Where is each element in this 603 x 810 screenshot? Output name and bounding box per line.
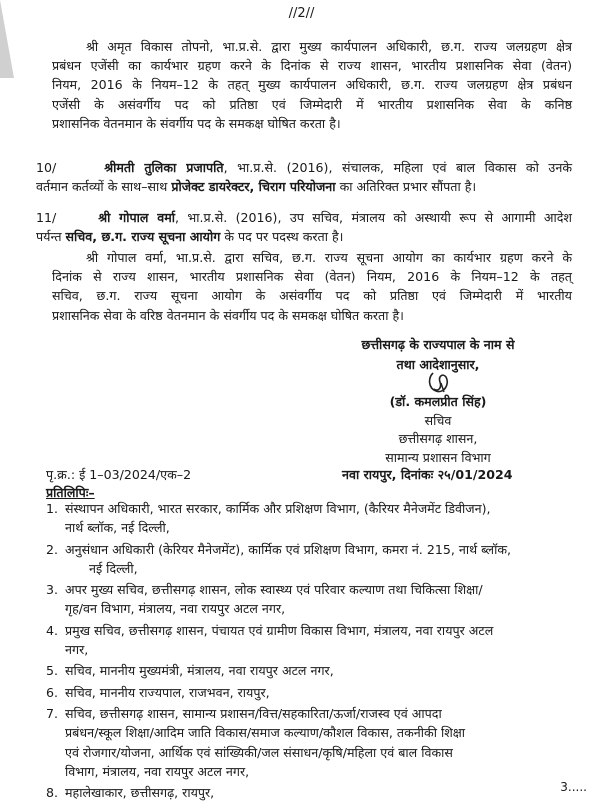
list-item-number: 2. bbox=[46, 541, 59, 557]
list-item bbox=[46, 621, 576, 660]
paragraph-line: प्रबंधन एजेंसी का कार्यभार ग्रहण करने के दिनांक से राज्य शासन, भारतीय प्रशासनिक सेवा (वेतन) bbox=[52, 58, 572, 74]
paragraph-line: श्री गोपाल वर्मा, भा.प्र.से. द्वारा सचिव, छ.ग. राज्य सूचना आयोग का कार्यभार ग्रहण करने के bbox=[86, 250, 572, 265]
list-item-line: गृह/वन विभाग, मंत्रालय, नवा रायपुर अटल नगर, bbox=[65, 601, 286, 617]
copy-list bbox=[46, 499, 576, 804]
assigned-post: सचिव, छ.ग. राज्य सूचना आयोग bbox=[65, 229, 221, 245]
list-item bbox=[46, 683, 576, 702]
order-by-block bbox=[318, 335, 558, 374]
signatory-designation: सचिव bbox=[424, 412, 452, 428]
paragraph-topno bbox=[52, 37, 572, 133]
list-item-line: संस्थापन अधिकारी, भारत सरकार, कार्मिक और प्रशिक्षण विभाग, (कैरियर मैनेजमेंट डिवीजन), bbox=[65, 501, 491, 516]
paragraph-text: पर्यन्त bbox=[36, 229, 66, 245]
signatory-block bbox=[318, 393, 558, 467]
list-item-line: सचिव, छत्तीसगढ़ शासन, सामान्य प्रशासन/वित्त/सहकारिता/ऊर्जा/राजस्व एवं आपदा bbox=[65, 705, 442, 721]
paragraph-line bbox=[36, 177, 572, 196]
list-item-number: 7. bbox=[46, 705, 59, 721]
paragraph-line bbox=[36, 158, 572, 177]
list-item-number: 3. bbox=[46, 582, 59, 598]
paragraph-text: का अतिरिक्त प्रभार सौंपता है। bbox=[335, 179, 477, 195]
paragraph-line bbox=[36, 227, 572, 246]
list-item bbox=[46, 704, 576, 781]
order-by-line: तथा आदेशानुसार, bbox=[396, 356, 480, 372]
continued-marker: 3..... bbox=[560, 780, 587, 794]
list-item-line: नई दिल्ली, bbox=[89, 560, 138, 576]
paragraph-text: वर्तमान कर्तव्यों के साथ–साथ bbox=[36, 179, 172, 195]
list-item bbox=[46, 499, 576, 538]
list-item bbox=[46, 540, 576, 579]
list-item-line: नगर, bbox=[65, 642, 89, 658]
list-item-line: नार्थ ब्लॉक, नई दिल्ली, bbox=[65, 520, 170, 536]
list-item-number: 6. bbox=[46, 684, 59, 700]
list-item-line: महालेखाकार, छत्तीसगढ़, रायपुर, bbox=[65, 785, 215, 801]
paragraph-line: नियम, 2016 के नियम–12 के तहत् मुख्य कार्यपालन अधिकारी, छ.ग. राज्य जलग्रहण क्षेत्र प्रबंधन bbox=[52, 77, 572, 93]
officer-name: श्री गोपाल वर्मा bbox=[98, 210, 176, 225]
page-number: //2// bbox=[288, 6, 315, 21]
list-item-number: 4. bbox=[46, 622, 59, 638]
paragraph-text: , भा.प्र.से. (2016), संचालक, महिला एवं बाल विकास को उनके bbox=[223, 160, 572, 175]
paragraph-11-continued bbox=[52, 248, 572, 325]
assigned-post: प्रोजेक्ट डायरेक्टर, चिराग परियोजना bbox=[171, 179, 336, 195]
paragraph-line: प्रशासनिक सेवा के वरिष्ठ वेतनमान के संवर्गीय पद के समकक्ष घोषित करता है। bbox=[52, 307, 404, 323]
reference-number: पृ.क्र.: ई 1–03/2024/एक–2 bbox=[46, 467, 192, 482]
signatory-name: (डॉ. कमलप्रीत सिंह) bbox=[389, 394, 487, 409]
paragraph-text: , भा.प्र.से. (2016), उप सचिव, मंत्रालय को अस्थायी रूप से आगामी आदेश bbox=[175, 210, 572, 225]
paragraph-line: प्रशासनिक वेतनमान के संवर्गीय पद के समकक्ष घोषित करता है। bbox=[52, 115, 341, 131]
signatory-department: सामान्य प्रशासन विभाग bbox=[385, 449, 491, 465]
copy-heading: प्रतिलिपिः– bbox=[46, 485, 95, 500]
list-item bbox=[46, 580, 576, 619]
list-item-number: 5. bbox=[46, 663, 59, 679]
list-item bbox=[46, 783, 576, 802]
place-date: नवा रायपुर, दिनांकः २५/01/2024 bbox=[342, 467, 513, 482]
paragraph-text: के पद पर पदस्थ करता है। bbox=[220, 229, 344, 245]
list-item bbox=[46, 661, 576, 680]
list-item-line: सचिव, माननीय मुख्यमंत्री, मंत्रालय, नवा रायपुर अटल नगर, bbox=[65, 663, 334, 679]
paragraph-11 bbox=[36, 208, 572, 246]
paragraph-line: सचिव, छ.ग. राज्य सूचना आयोग के असंवर्गीय पद को प्रतिष्ठा एवं जिम्मेदारी में भारतीय bbox=[52, 288, 572, 304]
paragraph-number: 11/ bbox=[36, 210, 57, 225]
list-item-line: अनुसंधान अधिकारी (केरियर मैनेजमेंट), कार्मिक एवं प्रशिक्षण विभाग, कमरा नं. 215, नार्थ ब्लॉक, bbox=[65, 541, 512, 557]
list-item-line: प्रबंधन/स्कूल शिक्षा/आदिम जाति विकास/समाज कल्याण/कौशल विकास, तकनीकी शिक्षा bbox=[65, 725, 466, 741]
signatory-department: छत्तीसगढ़ शासन, bbox=[398, 431, 478, 446]
order-by-line: छत्तीसगढ़ के राज्यपाल के नाम से bbox=[361, 337, 515, 352]
paragraph-line: दिनांक से राज्य शासन, भारतीय प्रशासनिक सेवा (वेतन) नियम, 2016 के नियम–12 के तहत् bbox=[52, 269, 572, 285]
paragraph-line bbox=[36, 208, 572, 227]
paragraph-line: श्री अमृत विकास तोपनो, भा.प्र.से. द्वारा मुख्य कार्यपालन अधिकारी, छ.ग. राज्य जलग्रहण क्षेत्र bbox=[86, 39, 572, 54]
paragraph-number: 10/ bbox=[36, 160, 57, 175]
list-item-line: अपर मुख्य सचिव, छत्तीसगढ़ शासन, लोक स्वास्थ्य एवं परिवार कल्याण तथा चिकित्सा शिक्षा/ bbox=[65, 582, 483, 598]
list-item-line: प्रमुख सचिव, छत्तीसगढ़ शासन, पंचायत एवं ग्रामीण विकास विभाग, मंत्रालय, नवा रायपुर अटल bbox=[65, 622, 494, 638]
list-item-line: विभाग, मंत्रालय, नवा रायपुर अटल नगर, bbox=[65, 763, 250, 779]
list-item-number: 8. bbox=[46, 785, 59, 801]
paragraph-10 bbox=[36, 158, 572, 196]
list-item-number: 1. bbox=[46, 501, 59, 516]
list-item-line: सचिव, माननीय राज्यपाल, राजभवन, रायपुर, bbox=[65, 684, 270, 700]
officer-name: श्रीमती तुलिका प्रजापति bbox=[104, 160, 224, 175]
paragraph-line: एजेंसी के असंवर्गीय पद को प्रतिष्ठा एवं जिम्मेदारी में भारतीय प्रशासनिक सेवा के कनिष्ठ bbox=[52, 96, 572, 112]
list-item-line: एवं रोजगार/योजना, आर्थिक एवं सांख्यिकी/जल संसाधन/कृषि/महिला एवं बाल विकास bbox=[65, 744, 453, 760]
